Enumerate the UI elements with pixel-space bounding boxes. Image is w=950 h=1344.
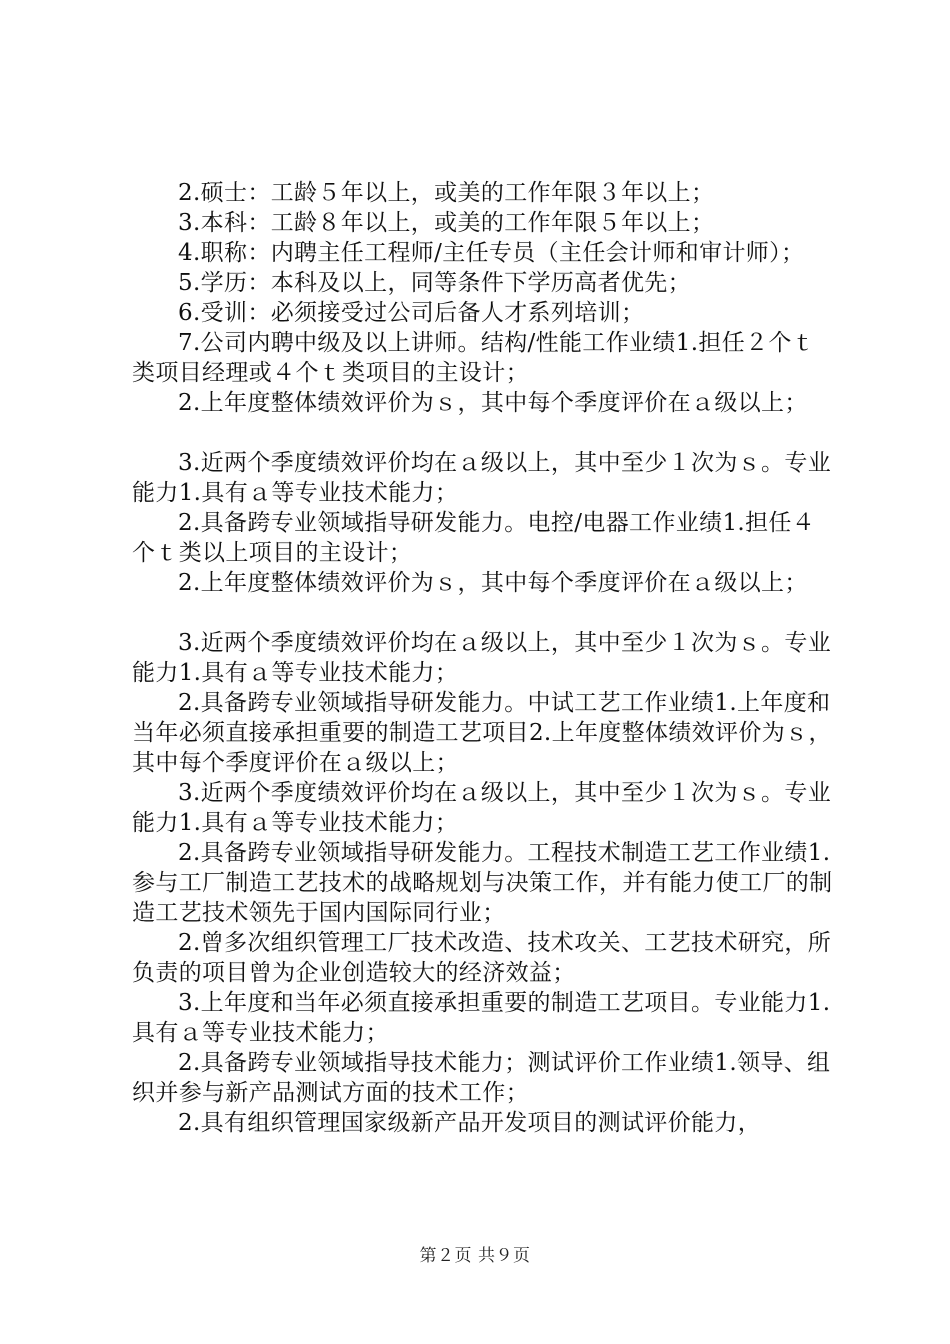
- paragraph: 2.具备跨专业领域指导研发能力。中试工艺工作业绩1.上年度和当年必须直接承担重要的制造工艺项目2.上年度整体绩效评价为ｓ，其中每个季度评价在ａ级以上；: [132, 690, 832, 776]
- paragraph: 2.具有组织管理国家级新产品开发项目的测试评价能力，: [178, 1110, 762, 1136]
- paragraph-gap: [132, 598, 838, 628]
- paragraph: 2.上年度整体绩效评价为ｓ，其中每个季度评价在ａ级以上；: [178, 570, 808, 596]
- paragraph: 2.具备跨专业领域指导研发能力。工程技术制造工艺工作业绩1.参与工厂制造工艺技术的战略规划与决策工作，并有能力使工厂的制造工艺技术领先于国内国际同行业；: [132, 840, 833, 926]
- document-body: [132, 178, 838, 1138]
- paragraph: 2.具备跨专业领域指导研发能力。电控/电器工作业绩1.担任４个ｔ类以上项目的主设计；: [132, 510, 816, 566]
- paragraph: 3.近两个季度绩效评价均在ａ级以上，其中至少１次为ｓ。专业能力1.具有ａ等专业技术能力；: [132, 630, 832, 686]
- paragraph: 5.学历：本科及以上，同等条件下学历高者优先；: [178, 270, 691, 296]
- paragraph: 3.近两个季度绩效评价均在ａ级以上，其中至少１次为ｓ。专业能力1.具有ａ等专业技术能力；: [132, 450, 832, 506]
- paragraph: 2.曾多次组织管理工厂技术改造、技术攻关、工艺技术研究，所负责的项目曾为企业创造较大的经济效益；: [132, 930, 832, 986]
- paragraph: 6.受训：必须接受过公司后备人才系列培训；: [178, 300, 645, 326]
- paragraph: 3.近两个季度绩效评价均在ａ级以上，其中至少１次为ｓ。专业能力1.具有ａ等专业技术能力；: [132, 780, 832, 836]
- paragraph: 3.上年度和当年必须直接承担重要的制造工艺项目。专业能力1.具有ａ等专业技术能力；: [132, 990, 831, 1046]
- paragraph: 2.上年度整体绩效评价为ｓ，其中每个季度评价在ａ级以上；: [178, 390, 808, 416]
- paragraph: 2.具备跨专业领域指导技术能力；测试评价工作业绩1.领导、组织并参与新产品测试方面的技术工作；: [132, 1050, 831, 1106]
- paragraph-gap: [132, 418, 838, 448]
- paragraph: 4.职称：内聘主任工程师/主任专员（主任会计师和审计师）；: [178, 240, 805, 266]
- paragraph: 2.硕士：工龄５年以上，或美的工作年限３年以上；: [178, 180, 715, 206]
- page-number-footer: 第２页 共９页: [419, 1246, 531, 1266]
- paragraph: 3.本科：工龄８年以上，或美的工作年限５年以上；: [178, 210, 715, 236]
- paragraph: 7.公司内聘中级及以上讲师。结构/性能工作业绩1.担任２个ｔ类项目经理或４个ｔ类项目的主设计；: [132, 330, 816, 386]
